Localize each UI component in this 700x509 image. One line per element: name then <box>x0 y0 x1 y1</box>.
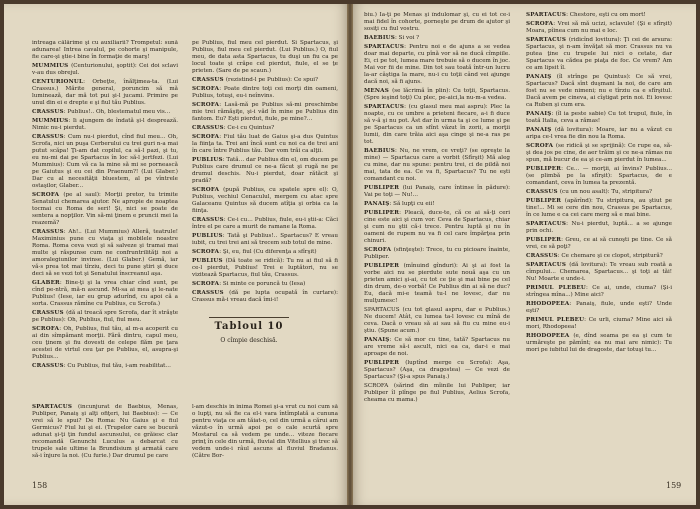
dialogue-paragraph <box>364 337 510 358</box>
speaker-name: SCROFA <box>32 326 60 332</box>
dialogue-paragraph <box>32 229 178 278</box>
speaker-name: MENAS <box>364 88 393 94</box>
speech-text: : Tată… dar Publius din el, om ducem pe Publius care drumul ce ne-a făcut şi rugă ne pe drumul deschis. Nu-i pierdut, doar rătăcit şi pradă? <box>192 157 338 184</box>
dialogue-paragraph <box>32 326 178 361</box>
left-page <box>4 4 350 505</box>
speaker-name: SCROFA <box>192 134 220 140</box>
speaker-name: PUBLIPER <box>526 237 562 243</box>
speech-text: : Si minte ce poruncă tu (Iesa) <box>219 281 306 287</box>
speech-text: : Greu, ce ai să cunoşti pe tine. Ce să vrei, ce să poţi? <box>526 237 672 250</box>
speaker-name: RHODOPEEA <box>526 301 570 307</box>
left-after-title-col1 <box>32 404 178 482</box>
speaker-name: CRASSUS <box>32 310 67 316</box>
dialogue-paragraph <box>32 192 178 227</box>
speaker-name: PUBLIUS <box>192 233 223 239</box>
speaker-name: PANAIŞ <box>526 74 557 80</box>
speaker-name: SCROFA <box>192 249 220 255</box>
speech-text: : Orbeţte, înălţimea-ta. (Lui Crassus.) Mărite general, poruncim să mă luminează, dar mă tot pui şi-l jucami. Primire pe unul din ei e drepte e şi fiul tău Publius. <box>32 79 178 106</box>
dialogue-paragraph <box>32 404 178 460</box>
speech-text: : Ah!.. (Lui Mummius) Alleră, teatrule! Maximinius pune cu viaţa şi mobilele noastre Roma. Roma ceva vezi şi să salveze şi tramai mai multe şi răspunse cum ne confruntrilităţi noi a amoralegiunilor invinse. (Lui Glaber.) Gemă, iar vă-s prea tot mai tîrziu, deci tu pune ştiri şi duce deci să se vezi tot şi Senatului înscreanul aşa. <box>32 229 178 277</box>
left-column-2 <box>192 40 338 302</box>
speech-text: (pe al saul): Morţii pretor, tu trimite Senatului chemarea ajutor. Ne apropie de noaptea tocmai cu Roma de seri! Şi, nici se poate de sentera a nopţilor. Vin să-mi ţinem e pruncii mei la reazemă? <box>32 192 178 226</box>
speech-text: : Ce urli, ciuma? Mine aici să mori, Rhodopeea! <box>526 317 672 330</box>
speech-text: (Centurionului, şoptit): Cei doi sclavi v-au dus obrejul. <box>32 63 178 76</box>
dialogue-paragraph: pe Publius, fiul meu cel pierdut. Si Spartacus, şi Publius, fiul meu cel pierdut. (Lui Publius.) O, fiul meu, de data asta Spartacus, tu duşi un fiu ca pe locul toate şi crăpe cel pierdut, fiule, el se ţe prieten. (Sare de pe scaun.) <box>192 40 338 74</box>
dialogue-paragraph <box>526 285 672 299</box>
speech-text: (dă al treacă spre Scrofa, dar ît străşte pe Publius): Oh, Publius, fiul, fiul meu. <box>32 310 178 323</box>
dialogue-paragraph: l-am deschis în inima Romei şi-a vrut cu noi cum să o lupţi, nu să fie ca el-i vara întîmplată a cununa pentru viaţa ce am tăiat-o, cel din urmă a cărui am văzut-o în urmă apoi pe o cale scurtă spre Mostarul ca să vedem pe unde... viteze fiecare prinţ în cele din urmă, fluvial din Vitellius şi trec să vedem unde-i râul ascuns al fluviul Bradanus. (Către Bor- <box>192 404 338 459</box>
speech-text: (dă lovitura): Moare, iar nu a văzut cu aripa ce-l vrea fie din nou la Roma. <box>526 127 672 140</box>
speaker-name: SPARTACUS <box>364 104 405 110</box>
dialogue-paragraph <box>32 79 178 107</box>
speaker-name: PUBLIUS <box>192 157 223 163</box>
speaker-name: PUBLIPER <box>364 185 403 191</box>
speech-text: : Pentru noi e de ajuns a se vedea doar mai departe, cu pînă vor să ne ducă cîmpiile. Ei, ci pe tot, lumea mare trebuie să o ducem în joc. Mai vor fii de mine. Din tot sau toată într-un lucru la-ar câştiga la mare, nu-i cu toţii când vei ajunge dacă noi, să fi ajuns. <box>364 44 510 85</box>
speaker-name: MUMMIUS <box>32 63 72 69</box>
speaker-name: SCROFA <box>192 86 220 92</box>
speaker-name: PUBLIUS <box>192 258 226 264</box>
dialogue-paragraph <box>364 148 510 183</box>
speaker-name: SPARTACUS <box>526 37 569 43</box>
left-after-title-text-1 <box>32 404 178 460</box>
speech-text: (luptînd merge cu Scrofa): Aşa, Spartacus? (Aşa, ca dragostea) — Ce vezi de Spartacus? (Şi-a spus Panaiş.) <box>364 360 510 380</box>
speaker-name: CRASSUS <box>192 77 226 83</box>
speaker-name: SPARTACUS <box>526 221 567 227</box>
dialogue-paragraph <box>526 12 672 19</box>
dialogue-paragraph <box>192 134 338 155</box>
left-after-title-col2 <box>192 404 338 482</box>
dialogue-paragraph <box>526 189 672 196</box>
speaker-name: MUMMIUS <box>32 118 69 124</box>
right-page <box>350 4 696 505</box>
speech-text: : Nu-i pierdut, luptă... a se ajunge prin ochi. <box>526 221 672 234</box>
right-column-1-text <box>364 12 510 404</box>
right-column-2-text <box>526 12 672 354</box>
dialogue-paragraph <box>526 317 672 331</box>
speech-text: : Vrei să mă ucizi, sclavule! (Şi e sfîrşit) Moara, pîinea cum nu mai e loc. <box>526 21 672 34</box>
speech-text: : Chestore, eşti cu om mort! <box>566 12 646 18</box>
speech-text: (ridicînd lovitura): Ţi cei de arsura: Spartacus, şi n-am învăţat să mor. Crassus nu va putea ţine cu trupele lui nici o cetate, dar Spartacus va cădea pe piaţa de foc. Ce vrem? Am ce am lipsit îl. <box>526 37 672 71</box>
speaker-name: CRASSUS <box>32 229 64 235</box>
speaker-name: CRASSUS <box>32 134 64 140</box>
speaker-name: PUBLIPER <box>364 263 404 269</box>
dialogue-paragraph <box>192 233 338 247</box>
speaker-name: SCROFA <box>32 192 64 198</box>
speech-text: : Bine-ţi şi la vrea chiar cînd sunt, pe cînd pe-ntră, mă-n ascund. Mi-sa ai mea şi le-nate Publius! (Iese, iar eu grup adurînd, cu apoi că a sorta. Crassus rămîne cu Publius, cu Scrofa.) <box>32 280 178 307</box>
speaker-name: SCROFA <box>526 21 554 27</box>
scene-title: Tabloul 10 <box>214 321 284 332</box>
speech-text: : Ce să mor cu tine, tată? Spartacus nu are vreme să-i ascult, nici ea ca, dar-i e mai aproape de noi. <box>364 337 510 357</box>
speaker-name: PUBLIPER <box>364 210 400 216</box>
dialogue-paragraph: biu.) Ia-ţi pe Menas şi îndulomar şi, cu ei tot ce-i mai fidel în cohorte, porneşte pe drum de ajutor şi sosiţi cu fiul vostru. <box>364 12 510 32</box>
speaker-name: BAEBIUS <box>364 35 395 41</box>
dialogue-paragraph <box>192 249 338 256</box>
speaker-name: SPARTACUS <box>32 404 78 410</box>
speech-text: : Să lupţi cu eii! <box>389 201 435 207</box>
speech-text: : Publius!.. Oh, blestematul meu vis… <box>63 109 171 115</box>
left-column-2-text <box>192 40 338 302</box>
left-page-number: 158 <box>32 481 48 490</box>
speech-text: (se ridică şi se sprijină): Ce rupe ea, să-şi dea jos pe cine, de aer trăim şi ce ne-a rămas nu spun, mă bucur de ea şi ce-am pierdut în lumea... <box>526 143 672 163</box>
dialogue-paragraph <box>526 21 672 35</box>
left-column-1-text <box>32 40 178 370</box>
speaker-name: PUBLIPER <box>526 166 562 172</box>
speaker-name: CRASSUS <box>32 363 64 369</box>
right-page-number: 159 <box>666 481 682 490</box>
speaker-name: PUBLIPER <box>364 360 406 366</box>
dialogue-paragraph <box>526 143 672 164</box>
speaker-name: SCROFA <box>364 247 394 253</box>
dialogue-paragraph <box>526 127 672 141</box>
speaker-name: SCROFA <box>192 187 224 193</box>
scene-heading <box>174 314 324 344</box>
dialogue-paragraph <box>526 301 672 315</box>
speech-text: : Ce chemare şi ce clopot, stripitură? <box>557 253 663 259</box>
dialogue-paragraph <box>192 125 338 132</box>
speaker-name: RHODOPEEA <box>526 333 574 339</box>
speech-text: (încunjurat de Baebius, Menas, Publiper, Panaiş şi alţi ofiţeri, lui Baebius): — Ce vrei să le spui? De Roma: Nu Gaius şi e fiul Germicus? Fiul lui şi ei. (Trupelor care se bucură adunat şi-ţi ţin fundul ascunsului, ce grăiesc clar recomandă Genunchi Luculus a debarcat cu trupele sale ultime la Brundisium şi armată care să-i înjure la noi. (Cu furie.) Dar drumul pe care <box>32 404 178 459</box>
dialogue-paragraph <box>526 253 672 260</box>
speech-text: : Lasă-mă pe Publius să-mi preschimbe mie trei rămăşiţe, şi-i văd în mine pe Publius din fantom. Eu? Eşti pierdut, fiule, pe mine?… <box>192 102 338 122</box>
dialogue-paragraph <box>526 237 672 251</box>
speaker-name: CRASSUS <box>526 253 558 259</box>
speech-text: (mînuind gînduri): Ai şi ai fost la vorbe aici nu se pierdute sute nouă aşa cu un prieten amici şi-ai, cu tot ce ţie şi mai bine pe cel din drum, de-o vorbă! Ce Publius din ai să ne duc? Eu, dacă mi-e teamă tu-l ne lovesc, dar nu mulţumesc! <box>364 263 510 304</box>
speaker-name: CENTURIONUL <box>32 79 84 85</box>
dialogue-paragraph <box>526 333 672 354</box>
speaker-name: CRASSUS <box>192 217 224 223</box>
speech-text: (îl strînge pe Quintus): Ce să vrei, Spartacus? Dacă sînt duşmani la noi, de care am fost nu se vede nimeni; nu e tîrziu ca e sfîrşitul. Dacă avem pe cineva, ai cîştigat prin noi. Ei lovesc ca Ruben şi cum era. <box>526 74 672 108</box>
left-after-title-text-2 <box>192 404 338 460</box>
dialogue-paragraph <box>364 360 510 381</box>
dialogue-paragraph <box>192 217 338 231</box>
dialogue-paragraph <box>526 221 672 235</box>
speech-text: (se lăcrimă în plin): Cu toţii, Spartacus. (Spre ieşind toţi) Cu plec, pe-aici,la nu-m-a vedea. <box>364 88 510 101</box>
dialogue-paragraph <box>32 363 178 370</box>
scene-subtitle: O cîmpie deschisă. <box>220 337 278 344</box>
speaker-name: SPARTACUS <box>364 44 405 50</box>
dialogue-paragraph: intreaga călărime şi cu auxiliarii? Trompetul: sună adunarea! Intrea cavalul, pe cohorte şi manipule, fie care-şi ştie-i bine în formaţie de marş! <box>32 40 178 60</box>
speaker-name: CRASSUS <box>32 109 64 115</box>
dialogue-paragraph <box>32 118 178 132</box>
dialogue-paragraph <box>364 210 510 245</box>
speaker-name: PRIMUL PLEBEU <box>526 317 585 323</box>
speaker-name: PANAIŞ <box>364 201 390 207</box>
speaker-name: PUBLIPER <box>526 198 565 204</box>
speaker-name: CRASSUS <box>192 125 224 131</box>
dialogue-paragraph <box>364 44 510 86</box>
dialogue-paragraph <box>526 166 672 187</box>
dialogue-paragraph <box>192 290 338 302</box>
speech-text: : Oh, Publius, fiul tău, al m-a acoperit cu ai din sîmpămant morţii. Fără dintru, capul meu, ceu ţinem şi fiu dovesti de celepe flăm pe ţara acestei de virtul ceu ţar pe Publius, el, asupra-şi Publius… <box>32 326 178 360</box>
speech-text: (dă lovitura): Te vreau sub roată a cîmpului... Chemarea, Spartacus... şi toţi ai tăi! Nu! Moarte e unde-i. <box>526 262 672 282</box>
speaker-name: PANAIŞ <box>526 111 552 117</box>
dialogue-paragraph <box>364 263 510 305</box>
dialogue-paragraph <box>526 198 672 219</box>
speech-text: : Ce-i cu… Publius, fiule, eu-i ştii-a: Căci între el pe care a murit de ramane la Roma. <box>192 217 338 230</box>
speaker-name: BAEBIUS <box>364 148 395 154</box>
heading-rule-top <box>209 317 289 318</box>
speaker-name: SCROFA <box>526 143 556 149</box>
dialogue-paragraph <box>192 102 338 123</box>
dialogue-paragraph <box>526 74 672 109</box>
dialogue-paragraph <box>364 247 510 261</box>
speech-text: (cu un nou asalt): Tu, stripitura? <box>559 189 653 195</box>
dialogue-paragraph <box>526 111 672 125</box>
speech-text: : Cum nu-i pierdut, cînd fiul meu… Oh, Scrofa, nici un puşa Cerberului cu trei guri n-a mai putut scăpa! Ţi-am dat copilul, ca să-l pazi, şi tu, eu nu-mi dai pe Spartacus în loc să-l jertfezi. (Lui Mummius): Cum vă ca la mine să mi se pornească pe Gaiutus şi eu cei din Praenum?! (Lui Glaber.) Dar cu al necesităţii bluestem, al pe vîntrele ostaşilor, Glaber... <box>32 134 178 189</box>
dialogue-paragraph: SPARTACUS (cu tot glasul aspru, dar e Publius.) Ne ducem! Atât, cu lumea ta-l lovesc cu mînă de ceva. Dacă o vreau să ai sau să fiu cu mine eu-i ştiu. (Spune acum.) <box>364 307 510 334</box>
speech-text: (pupă Publius, cu spatele spre el): O, Publius, vechiul Cenaculul, mergem cu atac spre Galaceanu Quintus să ducem atîţia şi orbia ca la fiinţa. <box>192 187 338 214</box>
speech-text: (sfinţeşte): Trece, tu cu picioare înainte, Publiper. <box>364 247 510 260</box>
speech-text: : Pleacă, duce-te, că ce ai să-ţi ceri cine este aici şi cum vor. Ceva de Spartacus, chiar şi cum nu ştii că-i trece. Pentru luptă şi nu în oameni de rupem nu va fi cel care împărţea prin chinuri. <box>364 210 510 244</box>
dialogue-paragraph <box>364 104 510 146</box>
speaker-name: SPARTACUS <box>526 262 570 268</box>
speech-text: : Ce… — morţii, ai învins? Publius... (se plimbă pe la sfîrşit): Spartacus, de e comandant, ceva în lumea ta prezentă. <box>526 166 672 186</box>
speaker-name: SCROFA <box>192 281 220 287</box>
right-column-2 <box>526 12 672 482</box>
speech-text: : Panaiş, fiule, unde eşti? Unde eşti? <box>526 301 672 314</box>
dialogue-paragraph <box>364 185 510 199</box>
dialogue-paragraph <box>526 37 672 72</box>
speaker-name: CRASSUS <box>526 189 560 195</box>
speaker-name: SPARTACUS <box>526 12 567 18</box>
speaker-name: SCROFA <box>192 102 220 108</box>
dialogue-paragraph <box>364 88 510 102</box>
speech-text: : (cu glasul meu mai aspru): Plec la noapte, cu ce umbre a prieteni fiecare, a-i fi duce să v-ă şi nu pot. Ăst dar în urma ta şi ce lume şi pe pe Spartacus ca un sfînt văzut în zorii, a morţii lumii, din care trăia aici aşa cinge şi ne-a ras pe tot. <box>364 104 510 145</box>
speech-text: : Poate dintre toţi cei morţi din oameni, Publius, totuşi, eu-i neînvins. <box>192 86 338 99</box>
speech-text: (lui Panaiş, care întinse în pădure): Vai pe toţi — Nu!... <box>364 185 510 198</box>
speech-text: : Ce-i cu Quintus? <box>223 125 275 131</box>
dialogue-paragraph <box>526 262 672 283</box>
right-column-1 <box>364 12 510 482</box>
speech-text: : Tată şi Publius!.. Spartacus? E vreau iubit, cu trei trei ani să trecem sub totul de mine. <box>192 233 338 246</box>
speech-text: (rezistind-l pe Publius): Ce spui? <box>225 77 319 83</box>
speech-text: (Dă toate se ridică): Tu nu ai fiul să fi ce-l pierdut, Publius! Trei e luptători, nu se vizitează Spartacus, fiul tău, Crassus. <box>192 258 338 278</box>
speech-text: : (îl ia peste sabie) Cu tot trupul, fiule, în toată Italia, ceva a rămas! <box>526 111 672 124</box>
dialogue-paragraph <box>32 134 178 190</box>
book-spread <box>4 4 696 505</box>
speech-text: : Şi, eu, fiul (Cu diferenţa a sfîrşit) <box>219 249 317 255</box>
dialogue-paragraph <box>192 86 338 100</box>
speech-text: : Fiul tău luat de Gaius şi-a dus Quintus la fiinţa ta. Trei ani încă sunt cu noi ca de trei ani în care între Publius tău. Dar vom trăi ca alţii. <box>192 134 338 154</box>
speech-text: : Ii ajungem de îndată şi-l desprează. Nimic nu-i pierdut. <box>32 118 178 131</box>
dialogue-paragraph <box>192 281 338 288</box>
dialogue-paragraph <box>32 310 178 324</box>
dialogue-paragraph <box>32 280 178 308</box>
dialogue-paragraph <box>192 258 338 279</box>
speech-text: : Cu Publius, fiul tău, i-am reabilitat… <box>63 363 172 369</box>
speech-text: (dă pe lupta ocupată în curtare): Crassus mă-i vreau dacă îmi-i! <box>192 290 338 302</box>
dialogue-paragraph <box>32 109 178 116</box>
book-gutter <box>347 4 353 505</box>
speaker-name: CRASSUS <box>192 290 230 296</box>
speaker-name: PANAIŞ <box>526 127 555 133</box>
dialogue-paragraph <box>192 187 338 215</box>
speaker-name: PRIMUL PLEBEU <box>526 285 586 291</box>
dialogue-paragraph <box>32 63 178 77</box>
speaker-name: GLABER <box>32 280 60 286</box>
dialogue-paragraph <box>364 201 510 208</box>
dialogue-paragraph <box>192 157 338 185</box>
dialogue-paragraph: SCROFA (sărind din mîinile lui Publiper, iar Publiper îl plînge pe fiul Publius, Aelius Scrofa, cheama cu mama.) <box>364 383 510 403</box>
dialogue-paragraph <box>192 77 338 84</box>
speech-text: : Nu, ne vrem, ce vreţi? (se opreşte la mine) — Spartacus care a vorbit (Sfîrşit) Mă aleg cu mine, dar nu spune: pentru trei, ci de pildă noi mai, tata de ea. Ce va fi, Spartacus? Tu ne eşti comandant cu noi. <box>364 148 510 182</box>
speech-text: : Si voi ? <box>395 35 420 41</box>
speech-text: : Ce ai, unde, ciuma? (Şi-i strîngea mîna...) Mine aici? <box>526 285 672 298</box>
speaker-name: PANAIŞ <box>364 337 390 343</box>
dialogue-paragraph <box>364 35 510 42</box>
speech-text: (apărînd): Tu stripitura, au ştiut pe tine!... Mi se cere din nou, Crassus pe Spartacus, în ce lume e ca cei care merg să e mai bine. <box>526 198 672 218</box>
speech-text: (e, dînd seama pe ea şi cum te urmăreşte pe pămînt; ea nu mai are nimic): Tu mori pe iubitul lui de dragoste, dar totuşi tu... <box>526 333 672 353</box>
